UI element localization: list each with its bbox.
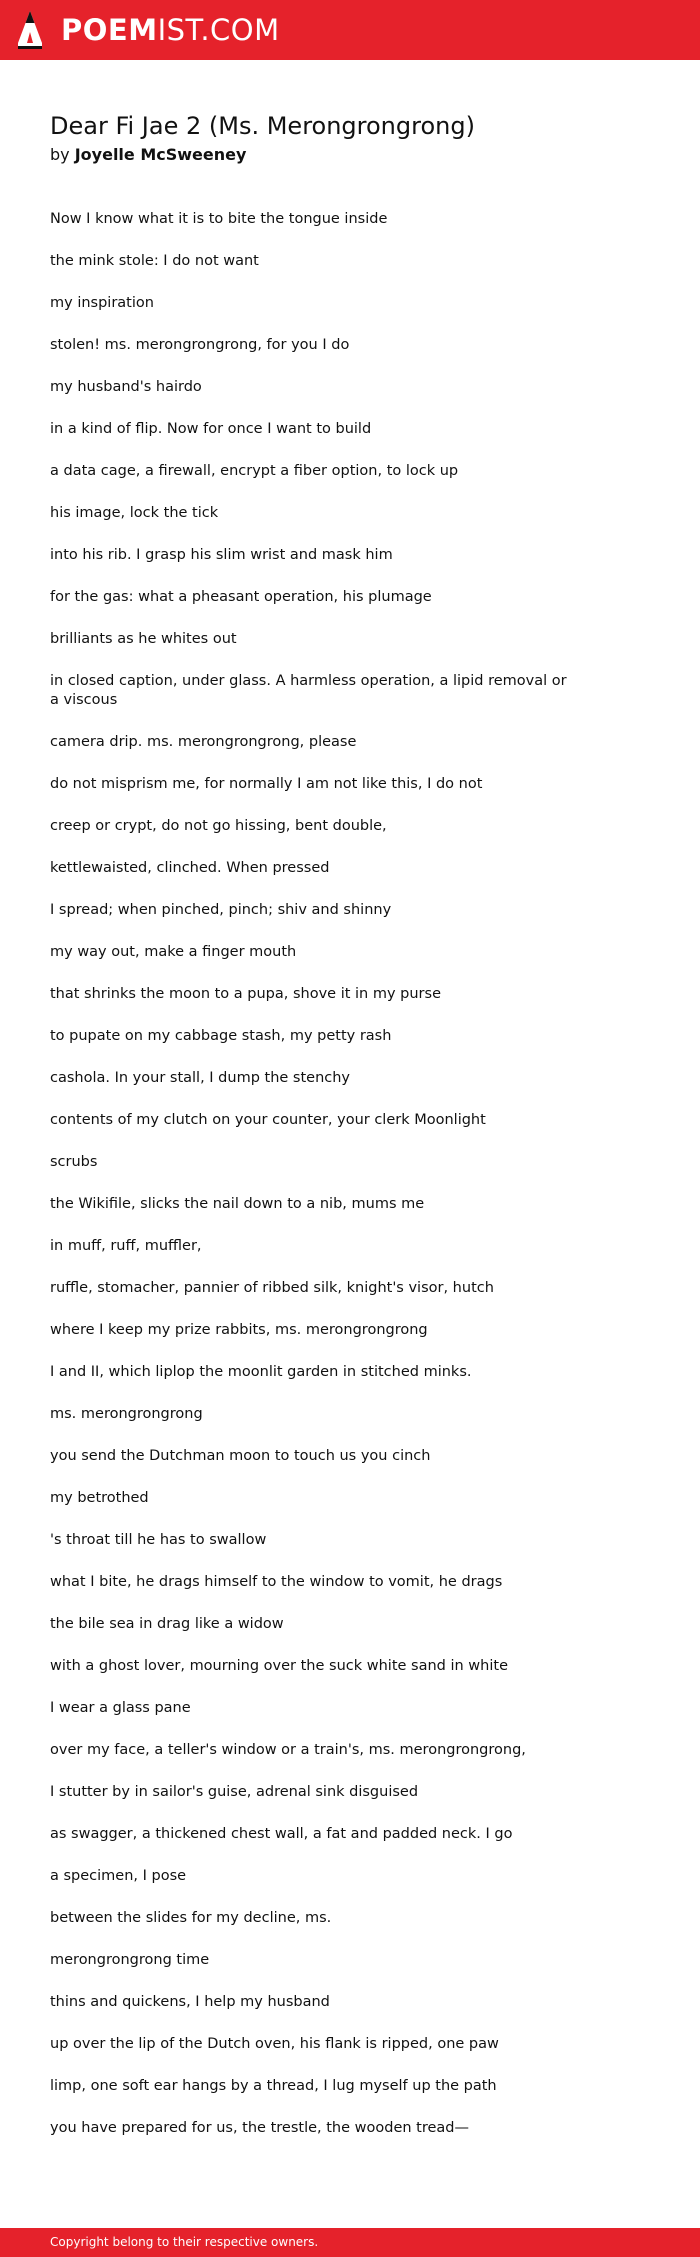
site-footer xyxy=(0,2228,700,2257)
poem-line: ms. merongrongrong xyxy=(50,1406,203,1422)
poem-line: I wear a glass pane xyxy=(50,1700,191,1716)
poem-line: do not misprism me, for normally I am not like this, I do not xyxy=(50,776,483,792)
poem-line: in closed caption, under glass. A harmless operation, a lipid removal or a viscous xyxy=(50,673,567,708)
poem-line: a data cage, a firewall, encrypt a fiber option, to lock up xyxy=(50,463,459,479)
poem-line: my husband's hairdo xyxy=(50,379,202,395)
poem-line: camera drip. ms. merongrongrong, please xyxy=(50,734,357,750)
poem-line: what I bite, he drags himself to the window to vomit, he drags xyxy=(50,1574,503,1590)
copyright-notice: Copyright belong to their respective owners. xyxy=(50,2235,319,2249)
poem-line: over my face, a teller's window or a train's, ms. merongrongrong, xyxy=(50,1742,526,1758)
poem-line: ruffle, stomacher, pannier of ribbed silk, knight's visor, hutch xyxy=(50,1280,494,1296)
site-header xyxy=(0,0,700,60)
poem-line: into his rib. I grasp his slim wrist and mask him xyxy=(50,547,393,563)
poem-line: I and II, which liplop the moonlit garden in stitched minks. xyxy=(50,1364,472,1380)
author-name: Joyelle McSweeney xyxy=(74,145,247,164)
poem-line: 's throat till he has to swallow xyxy=(50,1532,267,1548)
poem-line: for the gas: what a pheasant operation, his plumage xyxy=(50,589,432,605)
poem-line: in muff, ruff, muffler, xyxy=(50,1238,202,1254)
poem-line: creep or crypt, do not go hissing, bent double, xyxy=(50,818,387,834)
poem-line: brilliants as he whites out xyxy=(50,631,237,647)
poem-line: the bile sea in drag like a widow xyxy=(50,1616,284,1632)
poem-line: my inspiration xyxy=(50,295,154,311)
poem-line: in a kind of flip. Now for once I want to build xyxy=(50,421,372,437)
poem-line: my betrothed xyxy=(50,1490,149,1506)
poem-line: contents of my clutch on your counter, your clerk Moonlight xyxy=(50,1112,486,1128)
site-name: POEMIST.COM xyxy=(61,13,280,47)
poem-line: you have prepared for us, the trestle, the wooden tread— xyxy=(50,2120,470,2136)
poem-body xyxy=(50,210,570,2138)
byline xyxy=(50,144,650,166)
byline-prefix: by xyxy=(50,145,70,164)
poem-line: limp, one soft ear hangs by a thread, I lug myself up the path xyxy=(50,2078,497,2094)
poem-line: the mink stole: I do not want xyxy=(50,253,259,269)
poem-line: merongrongrong time xyxy=(50,1952,210,1968)
poem-line: Now I know what it is to bite the tongue inside xyxy=(50,211,388,227)
poem-line: my way out, make a finger mouth xyxy=(50,944,297,960)
main-content xyxy=(50,110,650,2161)
poem-line: where I keep my prize rabbits, ms. merongrongrong xyxy=(50,1322,428,1338)
poem-line: his image, lock the tick xyxy=(50,505,219,521)
poem-line: kettlewaisted, clinched. When pressed xyxy=(50,860,330,876)
poem-line: up over the lip of the Dutch oven, his flank is ripped, one paw xyxy=(50,2036,499,2052)
poem-line: thins and quickens, I help my husband xyxy=(50,1994,330,2010)
poem-line: you send the Dutchman moon to touch us you cinch xyxy=(50,1448,431,1464)
poem-line: stolen! ms. merongrongrong, for you I do xyxy=(50,337,350,353)
poem-line: scrubs xyxy=(50,1154,98,1170)
poem-line: I stutter by in sailor's guise, adrenal sink disguised xyxy=(50,1784,419,1800)
site-logo[interactable] xyxy=(17,10,280,50)
poem-title: Dear Fi Jae 2 (Ms. Merongrongrong) xyxy=(50,112,475,140)
poem-line: as swagger, a thickened chest wall, a fat and padded neck. I go xyxy=(50,1826,513,1842)
poem-line: between the slides for my decline, ms. xyxy=(50,1910,332,1926)
poem-line: a specimen, I pose xyxy=(50,1868,187,1884)
poem-line: that shrinks the moon to a pupa, shove it in my purse xyxy=(50,986,441,1002)
poem-line: cashola. In your stall, I dump the stenchy xyxy=(50,1070,351,1086)
pencil-icon xyxy=(17,10,43,50)
poem-line: with a ghost lover, mourning over the suck white sand in white xyxy=(50,1658,508,1674)
poem-line: the Wikifile, slicks the nail down to a nib, mums me xyxy=(50,1196,425,1212)
poem-line: I spread; when pinched, pinch; shiv and shinny xyxy=(50,902,392,918)
poem-line: to pupate on my cabbage stash, my petty rash xyxy=(50,1028,392,1044)
